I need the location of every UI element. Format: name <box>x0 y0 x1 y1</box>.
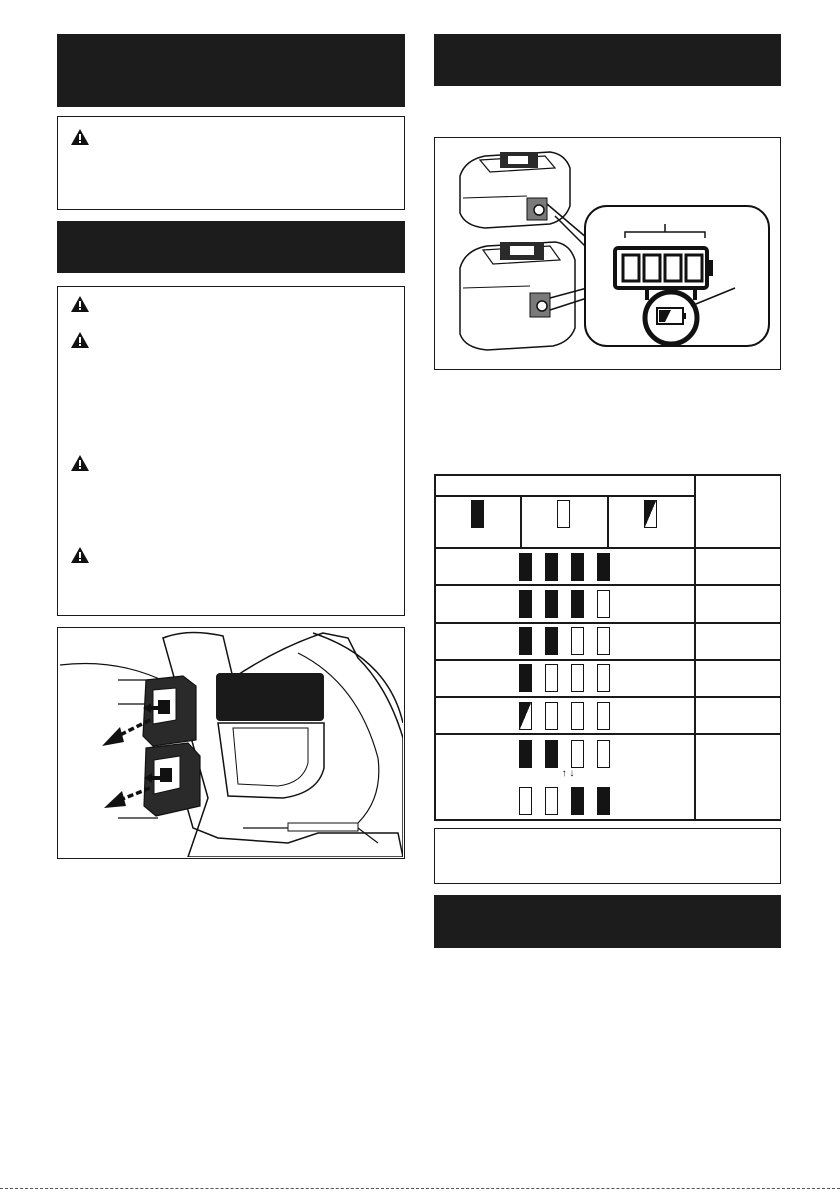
lamp <box>519 590 532 618</box>
battery-removal-figure-icon <box>58 628 403 857</box>
table-row-line <box>434 733 781 735</box>
note-box <box>434 828 781 884</box>
page-bottom-rule <box>0 1188 840 1189</box>
section-header-bar-3 <box>434 34 781 86</box>
lamp <box>519 553 532 581</box>
lamp <box>597 702 610 730</box>
lamp <box>597 740 610 768</box>
table-border-right <box>780 474 782 821</box>
table-row-line <box>434 659 781 661</box>
section-header-bar-2 <box>57 221 405 273</box>
lamp <box>545 553 558 581</box>
section-header-bar-1 <box>57 34 405 107</box>
battery-indicator-figure-icon <box>435 138 779 368</box>
table-border-top <box>434 474 781 476</box>
caution-box-1 <box>57 116 405 210</box>
battery-removal-figure <box>57 627 405 859</box>
alternate-arrows: ↑ ↓ <box>561 768 575 779</box>
lamp <box>571 664 584 692</box>
section-header-bar-4 <box>434 895 781 948</box>
legend-lighted-lamp <box>471 500 484 528</box>
table-legend-divider-2 <box>607 495 609 547</box>
table-row-line <box>434 547 781 549</box>
warning-triangle-icon <box>70 454 90 472</box>
lamp <box>597 590 610 618</box>
table-row-line <box>434 584 781 586</box>
lamp <box>545 787 558 815</box>
warning-triangle-icon <box>70 331 90 349</box>
lamp <box>519 702 532 730</box>
legend-off-lamp <box>557 500 570 528</box>
lamp <box>545 702 558 730</box>
table-legend-divider-1 <box>520 495 522 547</box>
lamp <box>545 664 558 692</box>
table-border-left <box>434 474 436 821</box>
indicator-table <box>434 474 781 821</box>
lamp <box>519 787 532 815</box>
legend-blinking-lamp <box>644 500 657 528</box>
lamp <box>545 740 558 768</box>
lamp <box>545 590 558 618</box>
lamp <box>571 702 584 730</box>
table-border-bottom <box>434 819 781 821</box>
table-col-divider <box>694 474 696 821</box>
lamp <box>571 553 584 581</box>
warning-triangle-icon <box>70 128 90 146</box>
warning-box-2 <box>57 286 405 616</box>
table-row-line <box>434 696 781 698</box>
lamp <box>545 627 558 655</box>
table-header-sub-line <box>434 495 695 497</box>
lamp <box>597 553 610 581</box>
warning-triangle-icon <box>70 546 90 564</box>
lamp <box>519 740 532 768</box>
lamp <box>597 787 610 815</box>
lamp <box>597 627 610 655</box>
lamp <box>519 664 532 692</box>
lamp <box>571 590 584 618</box>
lamp <box>571 627 584 655</box>
lamp <box>571 787 584 815</box>
lamp <box>571 740 584 768</box>
lamp <box>597 664 610 692</box>
table-row-line <box>434 622 781 624</box>
warning-triangle-icon <box>70 295 90 313</box>
battery-indicator-figure <box>434 137 781 370</box>
lamp <box>519 627 532 655</box>
